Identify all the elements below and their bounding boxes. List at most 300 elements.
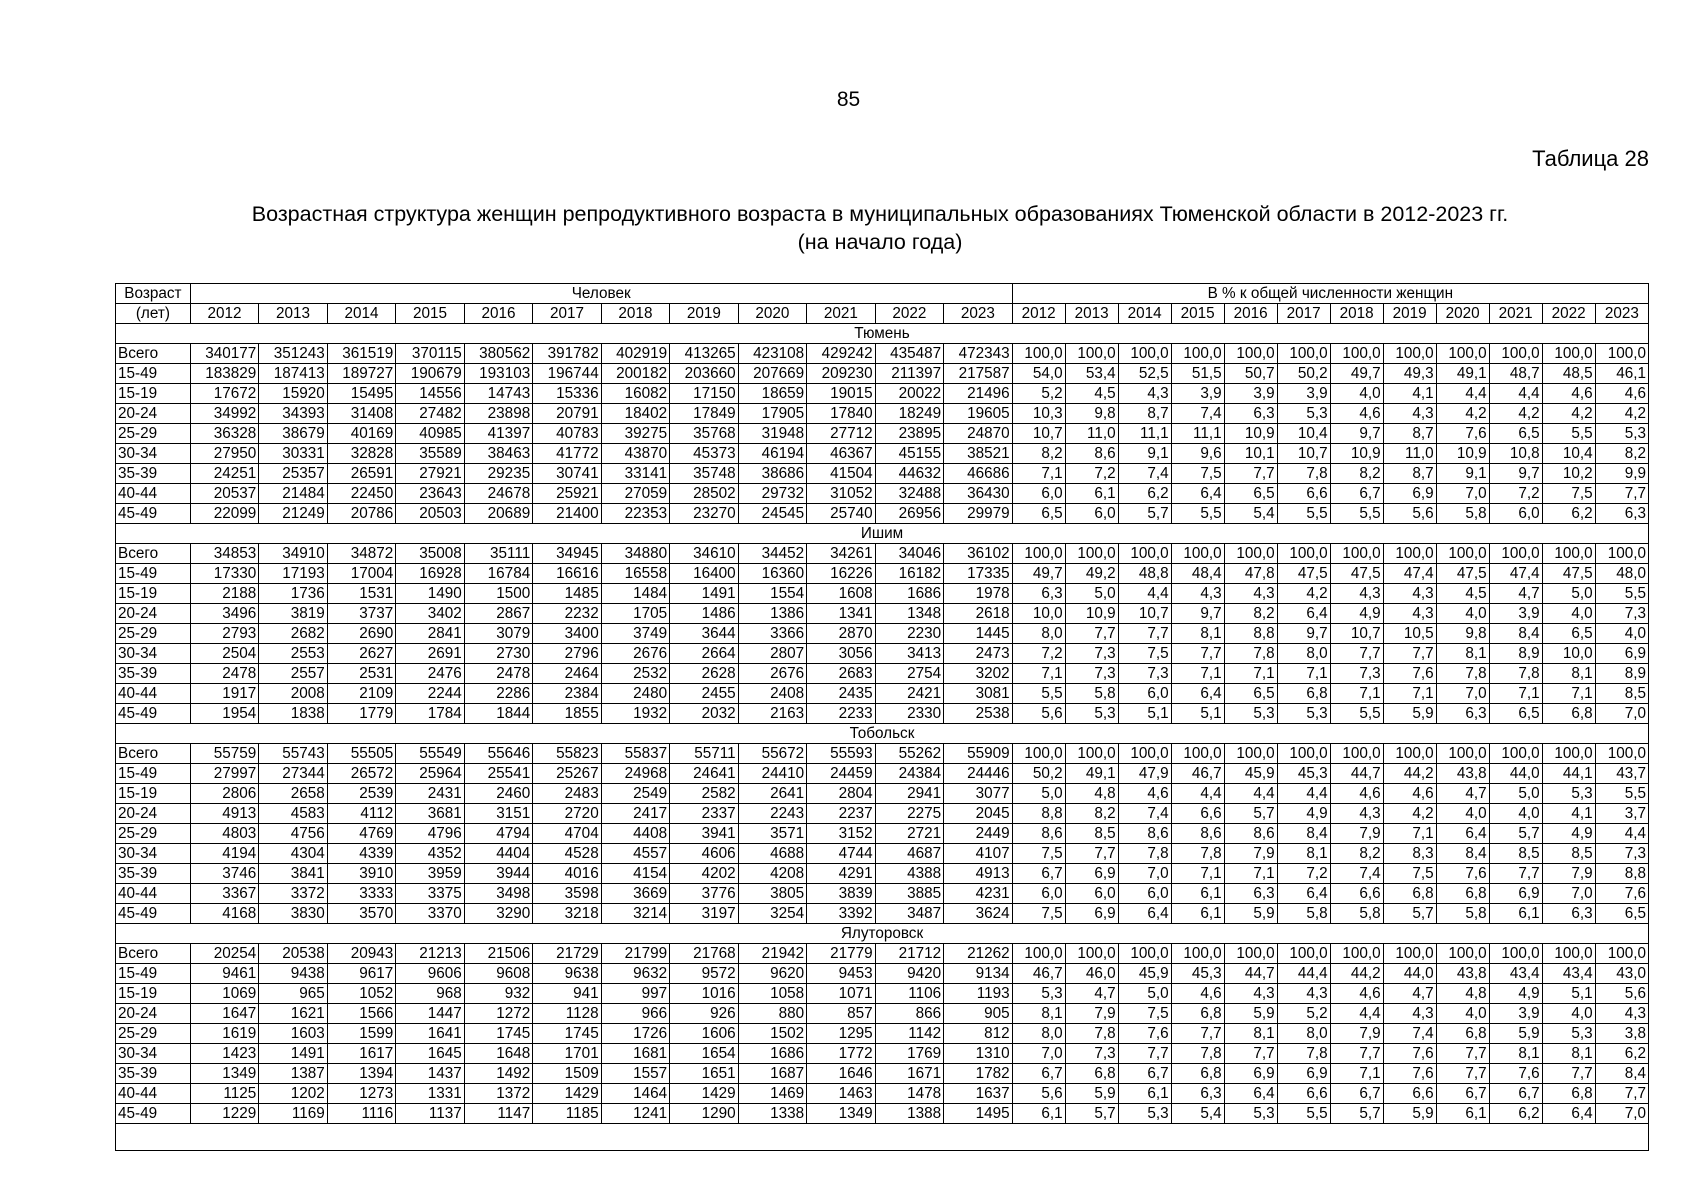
persons-value-cell: 183829 xyxy=(190,364,258,384)
table-row xyxy=(116,464,1649,484)
persons-value-cell: 23898 xyxy=(464,404,532,424)
percent-value-cell: 6,5 xyxy=(1224,684,1277,704)
persons-value-cell: 34910 xyxy=(259,544,327,564)
percent-value-cell: 9,1 xyxy=(1436,464,1489,484)
percent-value-cell: 6,5 xyxy=(1489,424,1542,444)
percent-value-cell: 43,4 xyxy=(1542,964,1595,984)
persons-value-cell: 36430 xyxy=(944,484,1013,504)
percent-value-cell: 100,0 xyxy=(1595,744,1648,764)
percent-value-cell: 6,1 xyxy=(1118,1084,1171,1104)
persons-value-cell: 4404 xyxy=(464,844,532,864)
persons-value-cell: 17335 xyxy=(944,564,1013,584)
persons-value-cell: 1241 xyxy=(601,1104,669,1124)
percent-value-cell: 7,8 xyxy=(1171,844,1224,864)
percent-year-header: 2019 xyxy=(1383,304,1436,324)
table-row xyxy=(116,624,1649,644)
persons-value-cell: 2188 xyxy=(190,584,258,604)
percent-value-cell: 5,8 xyxy=(1065,684,1118,704)
persons-value-cell: 1637 xyxy=(944,1084,1013,1104)
persons-year-header: 2015 xyxy=(396,304,464,324)
persons-value-cell: 19605 xyxy=(944,404,1013,424)
persons-value-cell: 55909 xyxy=(944,744,1013,764)
percent-value-cell: 6,2 xyxy=(1542,504,1595,524)
persons-value-cell: 3197 xyxy=(670,904,738,924)
persons-value-cell: 21942 xyxy=(738,944,806,964)
age-group-cell: 45-49 xyxy=(116,504,191,524)
percent-group-header: В % к общей численности женщин xyxy=(1012,284,1648,304)
persons-value-cell: 1779 xyxy=(327,704,395,724)
table-row xyxy=(116,1004,1649,1024)
percent-value-cell: 6,6 xyxy=(1277,484,1330,504)
percent-value-cell: 47,9 xyxy=(1118,764,1171,784)
persons-value-cell: 4202 xyxy=(670,864,738,884)
persons-value-cell: 28502 xyxy=(670,484,738,504)
persons-value-cell: 3496 xyxy=(190,604,258,624)
persons-value-cell: 2243 xyxy=(738,804,806,824)
percent-value-cell: 8,6 xyxy=(1171,824,1224,844)
persons-value-cell: 55262 xyxy=(875,744,943,764)
percent-value-cell: 5,5 xyxy=(1542,424,1595,444)
persons-value-cell: 217587 xyxy=(944,364,1013,384)
persons-year-header: 2013 xyxy=(259,304,327,324)
persons-value-cell: 3819 xyxy=(259,604,327,624)
persons-value-cell: 25541 xyxy=(464,764,532,784)
percent-value-cell: 10,9 xyxy=(1330,444,1383,464)
persons-value-cell: 2330 xyxy=(875,704,943,724)
age-group-cell: Всего xyxy=(116,944,191,964)
percent-value-cell: 7,0 xyxy=(1595,704,1648,724)
percent-value-cell: 4,0 xyxy=(1489,804,1542,824)
percent-value-cell: 8,2 xyxy=(1224,604,1277,624)
persons-value-cell: 34872 xyxy=(327,544,395,564)
percent-value-cell: 8,2 xyxy=(1012,444,1065,464)
persons-value-cell: 2435 xyxy=(807,684,875,704)
persons-value-cell: 35589 xyxy=(396,444,464,464)
persons-value-cell: 1557 xyxy=(601,1064,669,1084)
percent-value-cell: 8,4 xyxy=(1489,624,1542,644)
table-row xyxy=(116,684,1649,704)
percent-value-cell: 8,6 xyxy=(1224,824,1277,844)
percent-value-cell: 4,7 xyxy=(1489,584,1542,604)
percent-value-cell: 8,2 xyxy=(1595,444,1648,464)
age-header-top: Возраст xyxy=(116,284,191,304)
persons-value-cell: 33141 xyxy=(601,464,669,484)
percent-year-header: 2018 xyxy=(1330,304,1383,324)
percent-value-cell: 5,8 xyxy=(1436,904,1489,924)
percent-value-cell: 6,3 xyxy=(1224,884,1277,904)
percent-value-cell: 4,3 xyxy=(1383,604,1436,624)
percent-value-cell: 5,0 xyxy=(1012,784,1065,804)
persons-value-cell: 402919 xyxy=(601,344,669,364)
percent-value-cell: 7,2 xyxy=(1012,644,1065,664)
persons-value-cell: 3152 xyxy=(807,824,875,844)
persons-value-cell: 391782 xyxy=(533,344,601,364)
percent-value-cell: 8,1 xyxy=(1542,1044,1595,1064)
persons-value-cell: 9638 xyxy=(533,964,601,984)
table-label: Таблица 28 xyxy=(1532,146,1649,171)
percent-value-cell: 6,9 xyxy=(1383,484,1436,504)
persons-value-cell: 20791 xyxy=(533,404,601,424)
percent-value-cell: 6,4 xyxy=(1171,484,1224,504)
percent-value-cell: 8,7 xyxy=(1383,464,1436,484)
persons-value-cell: 472343 xyxy=(944,344,1013,364)
percent-value-cell: 6,4 xyxy=(1224,1084,1277,1104)
persons-value-cell: 21712 xyxy=(875,944,943,964)
persons-value-cell: 4107 xyxy=(944,844,1013,864)
percent-value-cell: 6,1 xyxy=(1489,904,1542,924)
percent-value-cell: 7,1 xyxy=(1171,664,1224,684)
percent-value-cell: 4,7 xyxy=(1065,984,1118,1004)
percent-value-cell: 48,5 xyxy=(1542,364,1595,384)
persons-value-cell: 2539 xyxy=(327,784,395,804)
persons-value-cell: 3487 xyxy=(875,904,943,924)
region-name: Ишим xyxy=(116,524,1649,544)
persons-value-cell: 4168 xyxy=(190,904,258,924)
percent-value-cell: 7,6 xyxy=(1436,424,1489,444)
percent-value-cell: 7,7 xyxy=(1489,864,1542,884)
percent-value-cell: 7,3 xyxy=(1330,664,1383,684)
persons-value-cell: 1349 xyxy=(807,1104,875,1124)
percent-value-cell: 43,8 xyxy=(1436,764,1489,784)
persons-value-cell: 413265 xyxy=(670,344,738,364)
percent-value-cell: 6,5 xyxy=(1595,904,1648,924)
persons-value-cell: 19015 xyxy=(807,384,875,404)
percent-value-cell: 5,3 xyxy=(1277,704,1330,724)
percent-year-header: 2013 xyxy=(1065,304,1118,324)
persons-value-cell: 3749 xyxy=(601,624,669,644)
percent-value-cell: 8,3 xyxy=(1383,844,1436,864)
persons-value-cell: 27712 xyxy=(807,424,875,444)
percent-value-cell: 3,8 xyxy=(1595,1024,1648,1044)
persons-value-cell: 32828 xyxy=(327,444,395,464)
persons-value-cell: 34945 xyxy=(533,544,601,564)
persons-value-cell: 1445 xyxy=(944,624,1013,644)
table-row xyxy=(116,904,1649,924)
percent-value-cell: 7,4 xyxy=(1330,864,1383,884)
persons-value-cell: 1603 xyxy=(259,1024,327,1044)
percent-value-cell: 7,6 xyxy=(1595,884,1648,904)
age-group-cell: 15-19 xyxy=(116,784,191,804)
persons-year-header: 2019 xyxy=(670,304,738,324)
persons-value-cell: 1142 xyxy=(875,1024,943,1044)
table-row xyxy=(116,664,1649,684)
persons-value-cell: 1705 xyxy=(601,604,669,624)
percent-value-cell: 10,9 xyxy=(1224,424,1277,444)
percent-value-cell: 100,0 xyxy=(1012,344,1065,364)
percent-value-cell: 7,7 xyxy=(1118,624,1171,644)
percent-value-cell: 4,0 xyxy=(1542,1004,1595,1024)
persons-value-cell: 1485 xyxy=(533,584,601,604)
percent-value-cell: 8,5 xyxy=(1542,844,1595,864)
percent-value-cell: 6,4 xyxy=(1118,904,1171,924)
persons-value-cell: 4769 xyxy=(327,824,395,844)
persons-value-cell: 1423 xyxy=(190,1044,258,1064)
persons-year-header: 2014 xyxy=(327,304,395,324)
table-row xyxy=(116,424,1649,444)
persons-value-cell: 193103 xyxy=(464,364,532,384)
percent-value-cell: 5,3 xyxy=(1277,404,1330,424)
persons-value-cell: 1386 xyxy=(738,604,806,624)
persons-year-header: 2018 xyxy=(601,304,669,324)
percent-value-cell: 6,0 xyxy=(1118,684,1171,704)
percent-value-cell: 44,7 xyxy=(1330,764,1383,784)
persons-value-cell: 17840 xyxy=(807,404,875,424)
persons-value-cell: 3367 xyxy=(190,884,258,904)
persons-value-cell: 361519 xyxy=(327,344,395,364)
persons-value-cell: 4352 xyxy=(396,844,464,864)
percent-value-cell: 44,4 xyxy=(1277,964,1330,984)
percent-value-cell: 4,3 xyxy=(1118,384,1171,404)
percent-value-cell: 6,6 xyxy=(1277,1084,1330,1104)
percent-value-cell: 8,4 xyxy=(1436,844,1489,864)
percent-value-cell: 45,3 xyxy=(1277,764,1330,784)
persons-value-cell: 3830 xyxy=(259,904,327,924)
persons-value-cell: 1429 xyxy=(533,1084,601,1104)
persons-value-cell: 3400 xyxy=(533,624,601,644)
persons-value-cell: 39275 xyxy=(601,424,669,444)
persons-value-cell: 1954 xyxy=(190,704,258,724)
percent-value-cell: 8,1 xyxy=(1489,1044,1542,1064)
percent-value-cell: 50,2 xyxy=(1277,364,1330,384)
percent-value-cell: 7,7 xyxy=(1224,464,1277,484)
persons-value-cell: 2807 xyxy=(738,644,806,664)
persons-value-cell: 4794 xyxy=(464,824,532,844)
persons-value-cell: 26956 xyxy=(875,504,943,524)
persons-value-cell: 24251 xyxy=(190,464,258,484)
persons-value-cell: 3151 xyxy=(464,804,532,824)
persons-value-cell: 3841 xyxy=(259,864,327,884)
table-row xyxy=(116,944,1649,964)
percent-value-cell: 7,7 xyxy=(1436,1044,1489,1064)
percent-value-cell: 44,1 xyxy=(1542,764,1595,784)
percent-value-cell: 7,0 xyxy=(1436,684,1489,704)
persons-value-cell: 20537 xyxy=(190,484,258,504)
persons-value-cell: 2627 xyxy=(327,644,395,664)
region-row xyxy=(116,724,1649,744)
percent-value-cell: 8,8 xyxy=(1224,624,1277,644)
percent-value-cell: 9,7 xyxy=(1330,424,1383,444)
persons-value-cell: 203660 xyxy=(670,364,738,384)
persons-value-cell: 2032 xyxy=(670,704,738,724)
percent-value-cell: 54,0 xyxy=(1012,364,1065,384)
persons-value-cell: 1331 xyxy=(396,1084,464,1104)
percent-value-cell: 3,9 xyxy=(1489,604,1542,624)
percent-value-cell: 4,4 xyxy=(1489,384,1542,404)
persons-value-cell: 3254 xyxy=(738,904,806,924)
persons-value-cell: 1447 xyxy=(396,1004,464,1024)
persons-value-cell: 997 xyxy=(601,984,669,1004)
persons-value-cell: 1128 xyxy=(533,1004,601,1024)
percent-value-cell: 100,0 xyxy=(1065,944,1118,964)
percent-value-cell: 4,3 xyxy=(1224,584,1277,604)
persons-value-cell: 21249 xyxy=(259,504,327,524)
percent-value-cell: 6,9 xyxy=(1065,864,1118,884)
percent-value-cell: 5,5 xyxy=(1595,784,1648,804)
percent-value-cell: 100,0 xyxy=(1224,544,1277,564)
percent-value-cell: 100,0 xyxy=(1383,944,1436,964)
persons-value-cell: 4687 xyxy=(875,844,943,864)
percent-value-cell: 7,9 xyxy=(1330,1024,1383,1044)
percent-value-cell: 3,9 xyxy=(1277,384,1330,404)
age-group-cell: 40-44 xyxy=(116,484,191,504)
percent-value-cell: 5,5 xyxy=(1277,504,1330,524)
age-group-cell: Всего xyxy=(116,744,191,764)
persons-value-cell: 1686 xyxy=(738,1044,806,1064)
percent-value-cell: 6,8 xyxy=(1542,1084,1595,1104)
region-row xyxy=(116,324,1649,344)
persons-value-cell: 1495 xyxy=(944,1104,1013,1124)
percent-value-cell: 6,4 xyxy=(1436,824,1489,844)
percent-year-header: 2021 xyxy=(1489,304,1542,324)
persons-value-cell: 20503 xyxy=(396,504,464,524)
persons-value-cell: 3218 xyxy=(533,904,601,924)
persons-value-cell: 1671 xyxy=(875,1064,943,1084)
percent-value-cell: 7,1 xyxy=(1330,684,1383,704)
persons-value-cell: 2793 xyxy=(190,624,258,644)
persons-value-cell: 2337 xyxy=(670,804,738,824)
persons-value-cell: 2384 xyxy=(533,684,601,704)
persons-value-cell: 18249 xyxy=(875,404,943,424)
persons-value-cell: 2720 xyxy=(533,804,601,824)
persons-value-cell: 17330 xyxy=(190,564,258,584)
persons-value-cell: 1681 xyxy=(601,1044,669,1064)
percent-value-cell: 5,6 xyxy=(1012,1084,1065,1104)
persons-value-cell: 46367 xyxy=(807,444,875,464)
persons-value-cell: 55646 xyxy=(464,744,532,764)
age-group-cell: 15-49 xyxy=(116,364,191,384)
percent-value-cell: 4,2 xyxy=(1277,584,1330,604)
persons-value-cell: 1500 xyxy=(464,584,532,604)
persons-value-cell: 1016 xyxy=(670,984,738,1004)
percent-year-header: 2017 xyxy=(1277,304,1330,324)
percent-value-cell: 4,4 xyxy=(1277,784,1330,804)
persons-value-cell: 40985 xyxy=(396,424,464,444)
persons-value-cell: 3079 xyxy=(464,624,532,644)
persons-value-cell: 3392 xyxy=(807,904,875,924)
percent-value-cell: 46,0 xyxy=(1065,964,1118,984)
percent-value-cell: 46,7 xyxy=(1012,964,1065,984)
persons-value-cell: 1125 xyxy=(190,1084,258,1104)
age-group-cell: 30-34 xyxy=(116,444,191,464)
percent-value-cell: 5,9 xyxy=(1383,704,1436,724)
persons-value-cell: 1978 xyxy=(944,584,1013,604)
percent-value-cell: 100,0 xyxy=(1277,944,1330,964)
persons-value-cell: 932 xyxy=(464,984,532,1004)
persons-value-cell: 22353 xyxy=(601,504,669,524)
persons-value-cell: 1071 xyxy=(807,984,875,1004)
persons-value-cell: 1645 xyxy=(396,1044,464,1064)
persons-value-cell: 2553 xyxy=(259,644,327,664)
persons-value-cell: 1701 xyxy=(533,1044,601,1064)
percent-value-cell: 9,8 xyxy=(1436,624,1489,644)
age-group-cell: Всего xyxy=(116,544,191,564)
table-row xyxy=(116,784,1649,804)
percent-value-cell: 8,1 xyxy=(1224,1024,1277,1044)
persons-value-cell: 3290 xyxy=(464,904,532,924)
percent-value-cell: 7,7 xyxy=(1383,644,1436,664)
percent-value-cell: 7,6 xyxy=(1383,1044,1436,1064)
persons-value-cell: 55743 xyxy=(259,744,327,764)
table-row xyxy=(116,484,1649,504)
percent-value-cell: 9,8 xyxy=(1065,404,1118,424)
region-name: Тобольск xyxy=(116,724,1649,744)
persons-value-cell: 3413 xyxy=(875,644,943,664)
percent-value-cell: 8,1 xyxy=(1436,644,1489,664)
percent-value-cell: 4,2 xyxy=(1595,404,1648,424)
percent-value-cell: 10,7 xyxy=(1012,424,1065,444)
percent-value-cell: 5,0 xyxy=(1489,784,1542,804)
persons-value-cell: 2244 xyxy=(396,684,464,704)
persons-value-cell: 2275 xyxy=(875,804,943,824)
persons-value-cell: 2455 xyxy=(670,684,738,704)
persons-year-header: 2017 xyxy=(533,304,601,324)
persons-value-cell: 55711 xyxy=(670,744,738,764)
percent-value-cell: 100,0 xyxy=(1277,344,1330,364)
persons-value-cell: 1272 xyxy=(464,1004,532,1024)
percent-value-cell: 7,1 xyxy=(1224,664,1277,684)
table-row xyxy=(116,744,1649,764)
persons-value-cell: 9461 xyxy=(190,964,258,984)
percent-value-cell: 6,8 xyxy=(1171,1004,1224,1024)
percent-value-cell: 100,0 xyxy=(1595,944,1648,964)
persons-value-cell: 34452 xyxy=(738,544,806,564)
percent-value-cell: 5,4 xyxy=(1224,504,1277,524)
percent-value-cell: 100,0 xyxy=(1224,744,1277,764)
persons-value-cell: 3202 xyxy=(944,664,1013,684)
persons-value-cell: 55549 xyxy=(396,744,464,764)
persons-value-cell: 926 xyxy=(670,1004,738,1024)
persons-value-cell: 1387 xyxy=(259,1064,327,1084)
percent-value-cell: 5,3 xyxy=(1224,1104,1277,1124)
persons-value-cell: 2476 xyxy=(396,664,464,684)
persons-value-cell: 27344 xyxy=(259,764,327,784)
percent-value-cell: 6,1 xyxy=(1065,484,1118,504)
persons-value-cell: 190679 xyxy=(396,364,464,384)
percent-value-cell: 7,9 xyxy=(1542,864,1595,884)
persons-value-cell: 3776 xyxy=(670,884,738,904)
percent-value-cell: 4,9 xyxy=(1277,804,1330,824)
persons-value-cell: 3571 xyxy=(738,824,806,844)
persons-value-cell: 22099 xyxy=(190,504,258,524)
persons-value-cell: 25921 xyxy=(533,484,601,504)
percent-value-cell: 7,7 xyxy=(1224,1044,1277,1064)
persons-value-cell: 27059 xyxy=(601,484,669,504)
percent-value-cell: 4,5 xyxy=(1436,584,1489,604)
percent-value-cell: 100,0 xyxy=(1065,344,1118,364)
persons-value-cell: 1654 xyxy=(670,1044,738,1064)
persons-value-cell: 3941 xyxy=(670,824,738,844)
percent-value-cell: 4,6 xyxy=(1330,784,1383,804)
percent-value-cell: 10,8 xyxy=(1489,444,1542,464)
persons-value-cell: 1147 xyxy=(464,1104,532,1124)
persons-value-cell: 21484 xyxy=(259,484,327,504)
percent-value-cell: 4,4 xyxy=(1330,1004,1383,1024)
percent-value-cell: 100,0 xyxy=(1065,544,1118,564)
persons-value-cell: 46194 xyxy=(738,444,806,464)
percent-value-cell: 10,4 xyxy=(1542,444,1595,464)
percent-value-cell: 9,9 xyxy=(1595,464,1648,484)
percent-year-header: 2022 xyxy=(1542,304,1595,324)
persons-value-cell: 4208 xyxy=(738,864,806,884)
persons-value-cell: 38521 xyxy=(944,444,1013,464)
percent-value-cell: 4,8 xyxy=(1065,784,1118,804)
persons-value-cell: 55759 xyxy=(190,744,258,764)
persons-value-cell: 4744 xyxy=(807,844,875,864)
percent-value-cell: 6,5 xyxy=(1489,704,1542,724)
percent-value-cell: 100,0 xyxy=(1171,344,1224,364)
persons-value-cell: 4291 xyxy=(807,864,875,884)
percent-value-cell: 100,0 xyxy=(1065,744,1118,764)
